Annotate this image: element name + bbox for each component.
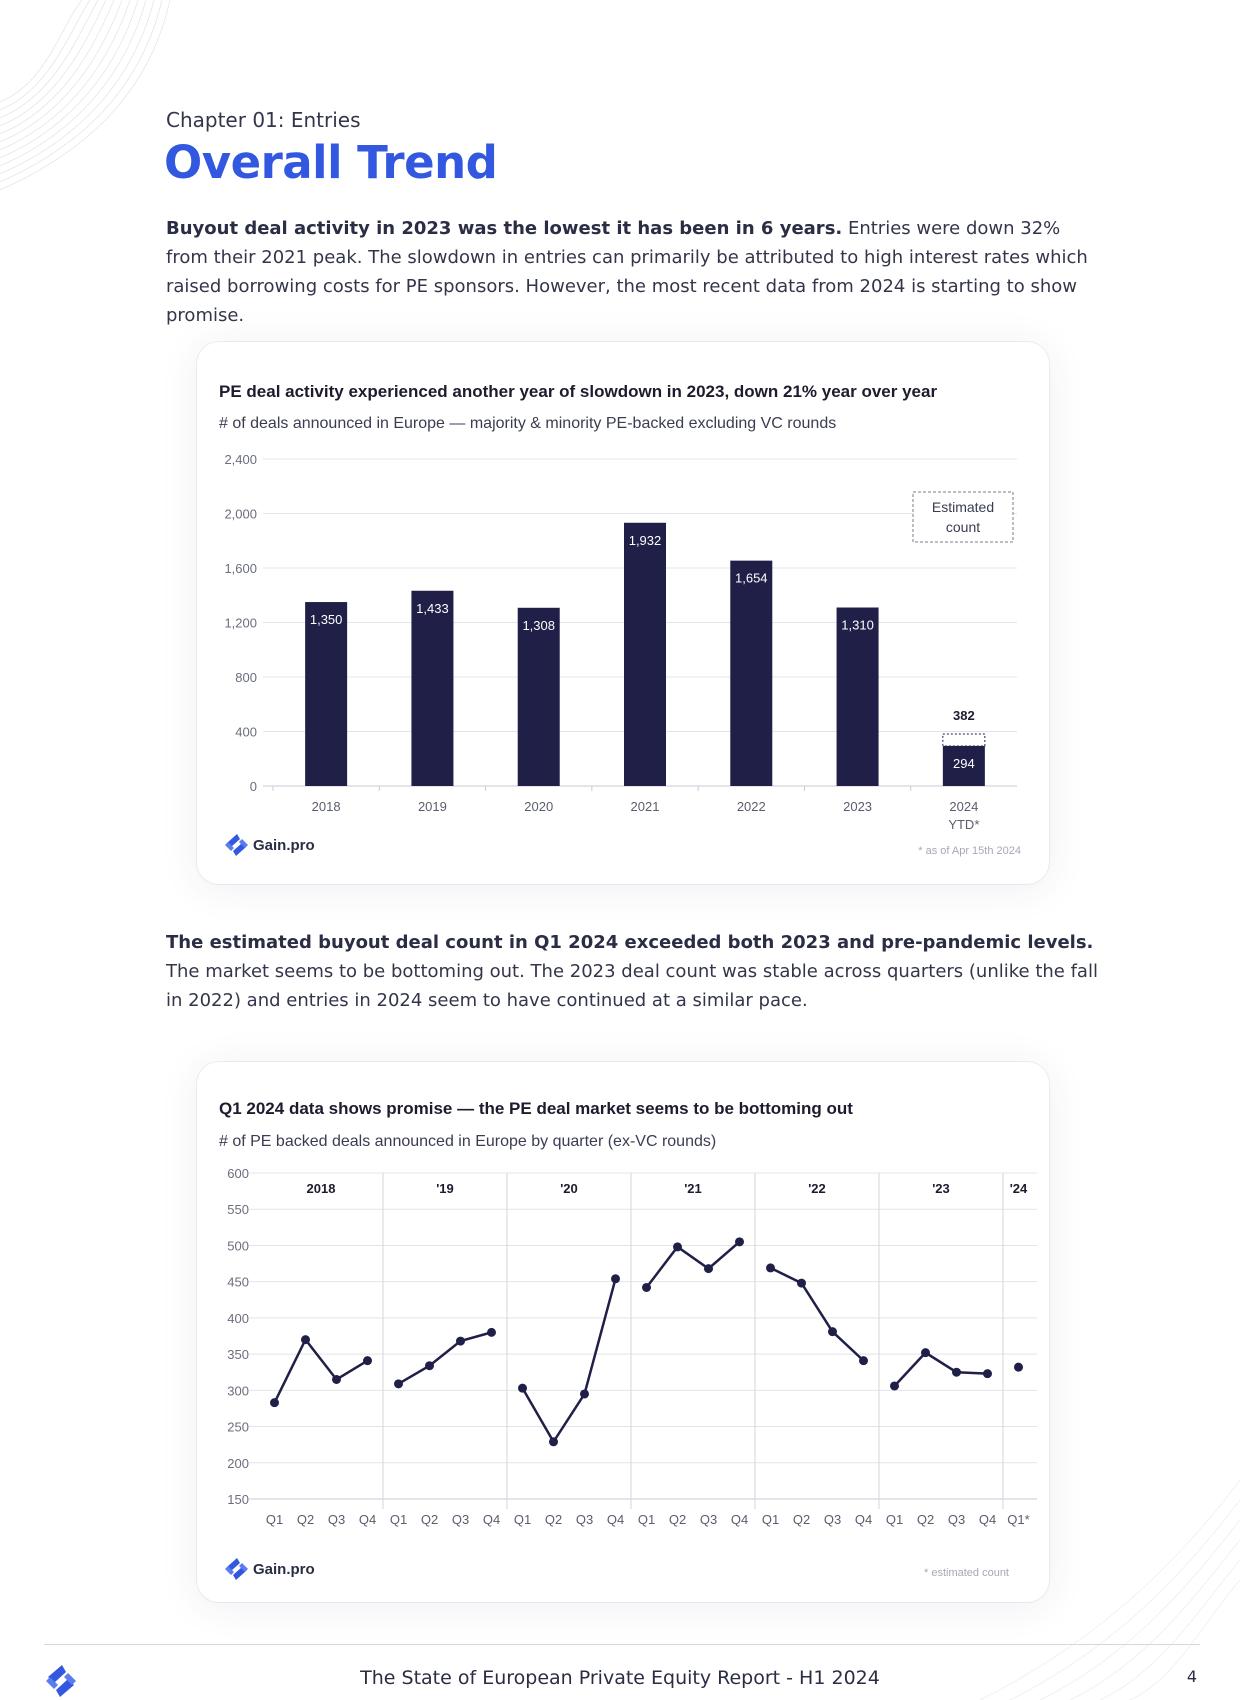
intro-text: Entries were down 32% from their 2021 peak. The slowdown in entries can primarily be attributed to high interest rates which raised borrowing costs for PE sponsors. However, the most recent data from 2024 is starting to show promise. bbox=[166, 218, 1088, 326]
group-label: '21 bbox=[684, 1181, 702, 1196]
x-tick-label: Q4 bbox=[854, 1512, 873, 1527]
page-number: 4 bbox=[1186, 1667, 1197, 1686]
data-point bbox=[518, 1384, 527, 1393]
data-point bbox=[673, 1242, 682, 1251]
series-line bbox=[895, 1353, 988, 1386]
x-tick-label: Q1 bbox=[265, 1512, 284, 1527]
brand-name: Gain.pro bbox=[253, 1561, 315, 1578]
group-label: '22 bbox=[808, 1181, 826, 1196]
data-point bbox=[456, 1337, 465, 1346]
y-tick-label: 500 bbox=[227, 1238, 249, 1254]
x-tick-label: Q3 bbox=[451, 1512, 470, 1527]
x-tick-label: Q3 bbox=[947, 1512, 966, 1527]
footer-divider bbox=[44, 1644, 1200, 1645]
y-tick-label: 250 bbox=[227, 1419, 249, 1435]
x-tick-label: Q3 bbox=[575, 1512, 594, 1527]
data-point bbox=[580, 1389, 589, 1398]
chart-title: PE deal activity experienced another year of slowdown in 2023, down 21% year over year bbox=[219, 382, 938, 401]
page-title: Overall Trend bbox=[164, 136, 498, 189]
x-tick-label: 2018 bbox=[311, 799, 341, 814]
x-tick-label: Q2 bbox=[544, 1512, 563, 1527]
x-tick-label: Q4 bbox=[606, 1512, 625, 1527]
y-tick-label: 1,600 bbox=[224, 561, 257, 576]
group-label: '20 bbox=[560, 1181, 578, 1196]
x-tick-label: Q4 bbox=[482, 1512, 501, 1527]
estimated-bar bbox=[943, 734, 985, 746]
chapter-label: Chapter 01: Entries bbox=[166, 108, 361, 132]
series-line bbox=[523, 1279, 616, 1442]
data-point bbox=[890, 1381, 899, 1390]
bar bbox=[305, 602, 347, 786]
x-tick-label: 2019 bbox=[417, 799, 447, 814]
y-tick-label: 2,000 bbox=[224, 506, 257, 522]
data-point bbox=[797, 1279, 806, 1288]
x-tick-label: Q4 bbox=[730, 1512, 749, 1527]
y-tick-label: 600 bbox=[227, 1166, 249, 1181]
x-tick-label: 2022 bbox=[736, 799, 766, 814]
y-tick-label: 550 bbox=[227, 1202, 249, 1218]
bar-chart bbox=[197, 342, 1049, 884]
x-tick-label: 2021 bbox=[630, 799, 660, 814]
y-tick-label: 300 bbox=[227, 1383, 249, 1399]
x-tick-label: Q3 bbox=[823, 1512, 842, 1527]
series-line bbox=[275, 1340, 368, 1403]
x-tick-label: Q3 bbox=[327, 1512, 346, 1527]
data-point bbox=[487, 1328, 496, 1337]
y-tick-label: 800 bbox=[235, 670, 257, 685]
legend-label: Estimated bbox=[931, 499, 995, 515]
bar-chart-card bbox=[197, 342, 1049, 884]
second-paragraph bbox=[166, 928, 1106, 1015]
chart-footnote: * estimated count bbox=[924, 1567, 1009, 1579]
y-tick-label: 0 bbox=[249, 779, 257, 794]
second-bold-text: The estimated buyout deal count in Q1 2024 exceeded both 2023 and pre-pandemic levels. bbox=[166, 932, 1094, 953]
x-tick-label: Q1 bbox=[637, 1512, 656, 1527]
bar bbox=[837, 608, 879, 786]
bar-value-label: 1,654 bbox=[735, 570, 768, 586]
bar bbox=[411, 591, 453, 786]
bar-value-label: 294 bbox=[953, 755, 975, 771]
x-tick-label: Q2 bbox=[296, 1512, 315, 1527]
chart-subtitle: # of PE backed deals announced in Europe by quarter (ex-VC rounds) bbox=[219, 1133, 717, 1150]
x-tick-label: 2023 bbox=[843, 799, 873, 814]
x-tick-label: Q2 bbox=[792, 1512, 811, 1527]
bar-value-label: 1,308 bbox=[522, 617, 555, 633]
data-point bbox=[425, 1361, 434, 1370]
chart-subtitle: # of deals announced in Europe — majority & minority PE-backed excluding VC rounds bbox=[219, 415, 837, 432]
y-tick-label: 1,200 bbox=[224, 615, 257, 631]
x-tick-label: Q1 bbox=[885, 1512, 904, 1527]
line-chart-card bbox=[197, 1062, 1049, 1602]
x-tick-label: 2020 bbox=[524, 799, 554, 814]
data-point bbox=[983, 1369, 992, 1378]
intro-paragraph bbox=[166, 214, 1106, 330]
bar-value-label: 1,932 bbox=[628, 532, 662, 548]
data-point bbox=[549, 1437, 558, 1446]
data-point bbox=[921, 1348, 930, 1357]
x-tick-label: Q4 bbox=[978, 1512, 997, 1527]
bar bbox=[518, 608, 560, 786]
legend-label: count bbox=[945, 519, 981, 535]
group-label: '19 bbox=[436, 1181, 454, 1196]
chart-title: Q1 2024 data shows promise — the PE deal market seems to be bottoming out bbox=[219, 1099, 853, 1118]
bar bbox=[730, 561, 772, 786]
intro-bold-text: Buyout deal activity in 2023 was the lowest it has been in 6 years. bbox=[166, 218, 843, 239]
y-tick-label: 400 bbox=[235, 724, 257, 740]
data-point bbox=[642, 1283, 651, 1292]
x-tick-label: Q1 bbox=[389, 1512, 408, 1527]
brand-name: Gain.pro bbox=[253, 837, 315, 854]
gain-logo-icon bbox=[225, 834, 248, 856]
y-tick-label: 200 bbox=[227, 1455, 249, 1471]
x-tick-label: Q2 bbox=[420, 1512, 439, 1527]
data-point bbox=[704, 1264, 713, 1273]
data-point bbox=[332, 1375, 341, 1384]
y-tick-label: 150 bbox=[227, 1492, 249, 1507]
group-label: '23 bbox=[932, 1181, 950, 1196]
y-tick-label: 350 bbox=[227, 1347, 249, 1363]
group-label: 2018 bbox=[306, 1181, 336, 1196]
x-tick-label: Q3 bbox=[699, 1512, 718, 1527]
bar-value-label: 1,350 bbox=[309, 612, 343, 628]
x-tick-label: Q1* bbox=[1007, 1512, 1030, 1527]
data-point bbox=[301, 1335, 310, 1344]
data-point bbox=[766, 1263, 775, 1272]
second-text: The market seems to be bottoming out. The 2023 deal count was stable across quarters (unlike the fall in 2022) and entries in 2024 seem to have continued at a similar pace. bbox=[166, 961, 1098, 1011]
line-chart bbox=[197, 1062, 1049, 1602]
data-point bbox=[859, 1356, 868, 1365]
data-point bbox=[611, 1274, 620, 1283]
group-label: '24 bbox=[1009, 1181, 1028, 1196]
bar-value-label: 1,310 bbox=[841, 617, 874, 633]
bar bbox=[624, 523, 666, 786]
chart-footnote: * as of Apr 15th 2024 bbox=[918, 845, 1021, 857]
x-tick-label: Q1 bbox=[761, 1512, 780, 1527]
estimated-label: 382 bbox=[953, 707, 975, 723]
bar-value-label: 1,433 bbox=[416, 600, 449, 616]
x-tick-label: Q4 bbox=[358, 1512, 377, 1527]
y-tick-label: 2,400 bbox=[224, 452, 257, 467]
data-point bbox=[363, 1356, 372, 1365]
x-tick-label: Q2 bbox=[668, 1512, 687, 1527]
gain-logo-icon bbox=[225, 1558, 248, 1580]
data-point bbox=[270, 1398, 279, 1407]
x-tick-sublabel: YTD* bbox=[948, 817, 980, 832]
data-point bbox=[828, 1327, 837, 1336]
data-point bbox=[952, 1368, 961, 1377]
series-line bbox=[647, 1242, 740, 1288]
footer-title: The State of European Private Equity Report - H1 2024 bbox=[360, 1667, 880, 1689]
y-tick-label: 400 bbox=[227, 1310, 249, 1326]
x-tick-label: Q1 bbox=[513, 1512, 532, 1527]
data-point bbox=[394, 1379, 403, 1388]
x-tick-label: Q2 bbox=[916, 1512, 935, 1527]
x-tick-label: 2024 bbox=[949, 799, 979, 814]
data-point bbox=[735, 1237, 744, 1246]
data-point bbox=[1014, 1363, 1023, 1372]
y-tick-label: 450 bbox=[227, 1274, 249, 1290]
series-line bbox=[399, 1332, 492, 1383]
